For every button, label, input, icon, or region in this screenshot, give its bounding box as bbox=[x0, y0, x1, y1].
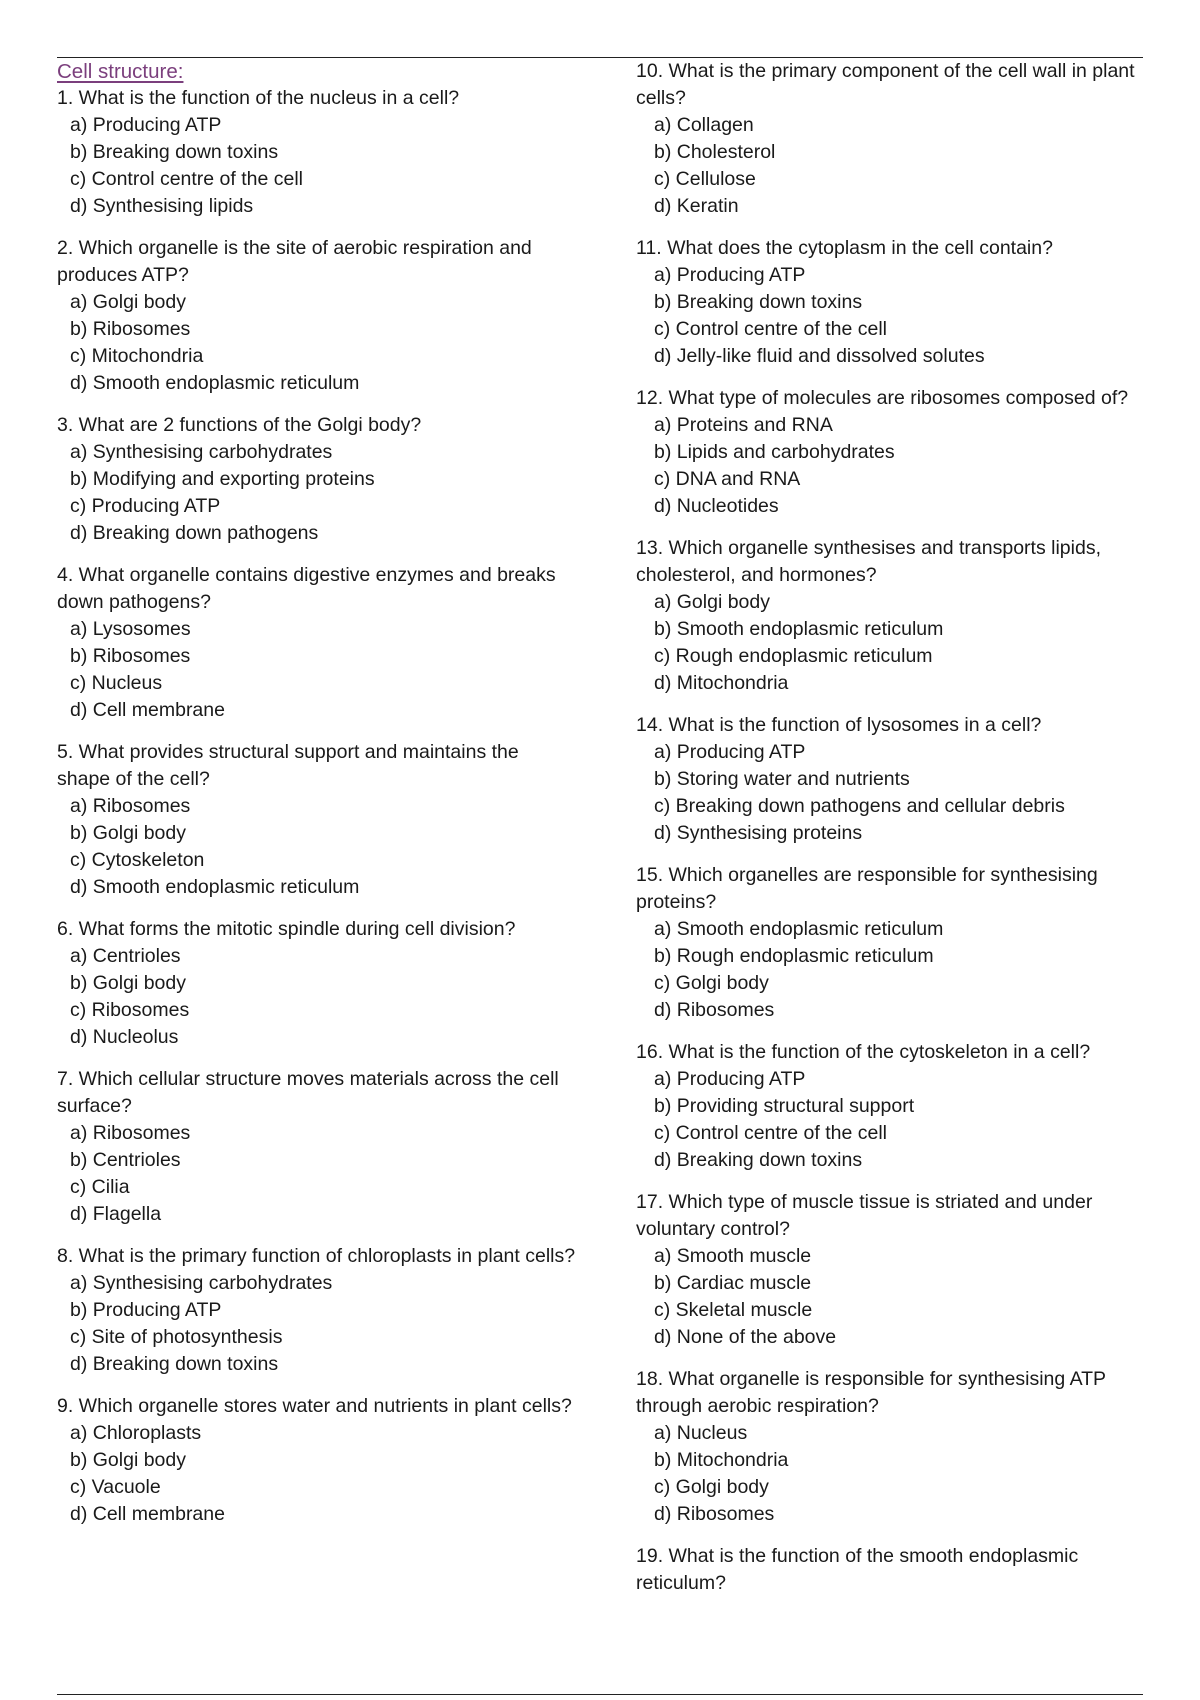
answer-option: c) Control centre of the cell bbox=[654, 318, 888, 340]
question-block bbox=[57, 1393, 577, 1528]
question-text: 18. What organelle is responsible for synthesising ATP through aerobic respiration? bbox=[636, 1368, 1106, 1417]
answer-options bbox=[57, 1120, 577, 1228]
answer-options bbox=[57, 1270, 577, 1378]
answer-options bbox=[57, 112, 577, 220]
answer-option: b) Cardiac muscle bbox=[654, 1272, 812, 1294]
answer-option: a) Golgi body bbox=[70, 291, 186, 313]
answer-option: c) Ribosomes bbox=[70, 999, 190, 1021]
question-text: 8. What is the primary function of chloroplasts in plant cells? bbox=[57, 1245, 576, 1267]
answer-option: a) Proteins and RNA bbox=[654, 414, 833, 436]
section-title: Cell structure: bbox=[57, 60, 184, 83]
question-spacer bbox=[57, 220, 577, 235]
right-column bbox=[636, 58, 1146, 1597]
answer-option: d) Breaking down toxins bbox=[70, 1353, 279, 1375]
left-question-list bbox=[57, 85, 577, 1528]
answer-option: d) Mitochondria bbox=[654, 672, 789, 694]
question-block bbox=[57, 562, 577, 724]
answer-options bbox=[636, 1066, 1146, 1174]
answer-option: c) Mitochondria bbox=[70, 345, 204, 367]
question-block bbox=[636, 712, 1146, 847]
answer-option: d) Smooth endoplasmic reticulum bbox=[70, 876, 360, 898]
question-spacer bbox=[636, 370, 1146, 385]
answer-option: a) Synthesising carbohydrates bbox=[70, 1272, 333, 1294]
question-block bbox=[636, 58, 1146, 220]
question-spacer bbox=[636, 1528, 1146, 1543]
answer-option: b) Modifying and exporting proteins bbox=[70, 468, 375, 490]
answer-option: d) Synthesising proteins bbox=[654, 822, 863, 844]
question-spacer bbox=[636, 220, 1146, 235]
answer-option: a) Ribosomes bbox=[70, 795, 191, 817]
answer-option: a) Producing ATP bbox=[70, 114, 222, 136]
answer-option: c) Cellulose bbox=[654, 168, 756, 190]
question-text: 19. What is the function of the smooth endoplasmic reticulum? bbox=[636, 1545, 1079, 1594]
question-text: 14. What is the function of lysosomes in a cell? bbox=[636, 714, 1042, 736]
answer-options bbox=[636, 1420, 1146, 1528]
question-block bbox=[57, 235, 577, 397]
answer-option: c) Cilia bbox=[70, 1176, 130, 1198]
answer-option: d) Jelly-like fluid and dissolved solutes bbox=[654, 345, 985, 367]
answer-option: c) Control centre of the cell bbox=[70, 168, 304, 190]
answer-option: c) DNA and RNA bbox=[654, 468, 801, 490]
question-spacer bbox=[57, 724, 577, 739]
question-spacer bbox=[636, 1024, 1146, 1039]
question-spacer bbox=[636, 1351, 1146, 1366]
answer-option: b) Golgi body bbox=[70, 822, 186, 844]
answer-option: b) Cholesterol bbox=[654, 141, 776, 163]
question-block bbox=[636, 235, 1146, 370]
answer-option: b) Producing ATP bbox=[70, 1299, 222, 1321]
answer-option: b) Smooth endoplasmic reticulum bbox=[654, 618, 944, 640]
answer-option: c) Control centre of the cell bbox=[654, 1122, 888, 1144]
answer-option: d) Nucleolus bbox=[70, 1026, 179, 1048]
answer-option: c) Vacuole bbox=[70, 1476, 161, 1498]
question-block bbox=[636, 862, 1146, 1024]
answer-option: d) Synthesising lipids bbox=[70, 195, 254, 217]
answer-option: a) Lysosomes bbox=[70, 618, 191, 640]
question-block bbox=[636, 1189, 1146, 1351]
question-spacer bbox=[57, 1051, 577, 1066]
answer-option: a) Centrioles bbox=[70, 945, 181, 967]
answer-option: b) Storing water and nutrients bbox=[654, 768, 910, 790]
answer-options bbox=[57, 616, 577, 724]
question-spacer bbox=[57, 397, 577, 412]
answer-options bbox=[57, 289, 577, 397]
question-text: 7. Which cellular structure moves materials across the cell surface? bbox=[57, 1068, 559, 1117]
answer-option: a) Producing ATP bbox=[654, 1068, 806, 1090]
answer-option: d) Ribosomes bbox=[654, 1503, 775, 1525]
answer-option: b) Breaking down toxins bbox=[70, 141, 279, 163]
question-block bbox=[57, 1066, 577, 1228]
answer-option: a) Ribosomes bbox=[70, 1122, 191, 1144]
answer-options bbox=[636, 412, 1146, 520]
answer-option: b) Golgi body bbox=[70, 1449, 186, 1471]
question-text: 3. What are 2 functions of the Golgi body? bbox=[57, 414, 422, 436]
question-block bbox=[57, 739, 577, 901]
question-block bbox=[57, 85, 577, 220]
question-spacer bbox=[636, 697, 1146, 712]
answer-option: b) Lipids and carbohydrates bbox=[654, 441, 895, 463]
question-text: 2. Which organelle is the site of aerobic respiration and produces ATP? bbox=[57, 237, 532, 286]
answer-option: c) Site of photosynthesis bbox=[70, 1326, 283, 1348]
question-text: 5. What provides structural support and maintains the shape of the cell? bbox=[57, 741, 519, 790]
question-text: 15. Which organelles are responsible for synthesising proteins? bbox=[636, 864, 1098, 913]
answer-option: a) Golgi body bbox=[654, 591, 770, 613]
answer-options bbox=[57, 1420, 577, 1528]
answer-option: b) Golgi body bbox=[70, 972, 186, 994]
answer-option: d) Keratin bbox=[654, 195, 739, 217]
question-spacer bbox=[636, 1174, 1146, 1189]
answer-options bbox=[57, 793, 577, 901]
question-text: 4. What organelle contains digestive enzymes and breaks down pathogens? bbox=[57, 564, 556, 613]
answer-option: b) Centrioles bbox=[70, 1149, 181, 1171]
question-text: 17. Which type of muscle tissue is striated and under voluntary control? bbox=[636, 1191, 1093, 1240]
question-text: 10. What is the primary component of the cell wall in plant cells? bbox=[636, 60, 1135, 109]
question-spacer bbox=[57, 1378, 577, 1393]
bottom-divider bbox=[57, 1694, 1143, 1695]
answer-option: c) Golgi body bbox=[654, 972, 769, 994]
answer-option: a) Chloroplasts bbox=[70, 1422, 202, 1444]
answer-option: c) Golgi body bbox=[654, 1476, 769, 1498]
question-block bbox=[57, 1243, 577, 1378]
left-column bbox=[57, 58, 577, 1528]
question-block bbox=[57, 412, 577, 547]
answer-option: d) Flagella bbox=[70, 1203, 162, 1225]
answer-option: d) Breaking down toxins bbox=[654, 1149, 863, 1171]
answer-options bbox=[636, 589, 1146, 697]
answer-option: c) Rough endoplasmic reticulum bbox=[654, 645, 933, 667]
question-text: 1. What is the function of the nucleus in a cell? bbox=[57, 87, 460, 109]
answer-options bbox=[636, 739, 1146, 847]
answer-option: d) Cell membrane bbox=[70, 699, 225, 721]
answer-option: a) Nucleus bbox=[654, 1422, 748, 1444]
question-block bbox=[636, 1039, 1146, 1174]
answer-option: a) Collagen bbox=[654, 114, 754, 136]
question-block bbox=[636, 1366, 1146, 1528]
question-text: 12. What type of molecules are ribosomes composed of? bbox=[636, 387, 1129, 409]
answer-option: c) Cytoskeleton bbox=[70, 849, 205, 871]
answer-option: b) Rough endoplasmic reticulum bbox=[654, 945, 934, 967]
answer-option: b) Breaking down toxins bbox=[654, 291, 863, 313]
right-question-list bbox=[636, 58, 1146, 1597]
question-text: 11. What does the cytoplasm in the cell contain? bbox=[636, 237, 1053, 259]
answer-options bbox=[57, 439, 577, 547]
question-spacer bbox=[57, 547, 577, 562]
answer-option: d) Nucleotides bbox=[654, 495, 779, 517]
answer-option: a) Producing ATP bbox=[654, 264, 806, 286]
question-block bbox=[636, 385, 1146, 520]
answer-options bbox=[636, 916, 1146, 1024]
question-text: 13. Which organelle synthesises and transports lipids, cholesterol, and hormones? bbox=[636, 537, 1101, 586]
answer-option: d) Smooth endoplasmic reticulum bbox=[70, 372, 360, 394]
question-block bbox=[636, 535, 1146, 697]
question-spacer bbox=[636, 847, 1146, 862]
answer-option: a) Smooth endoplasmic reticulum bbox=[654, 918, 944, 940]
answer-option: c) Skeletal muscle bbox=[654, 1299, 813, 1321]
question-text: 6. What forms the mitotic spindle during cell division? bbox=[57, 918, 516, 940]
question-block bbox=[636, 1543, 1146, 1597]
answer-option: a) Producing ATP bbox=[654, 741, 806, 763]
answer-options bbox=[636, 1243, 1146, 1351]
answer-option: b) Mitochondria bbox=[654, 1449, 789, 1471]
answer-option: c) Nucleus bbox=[70, 672, 163, 694]
answer-options bbox=[636, 262, 1146, 370]
question-spacer bbox=[636, 520, 1146, 535]
answer-option: d) Cell membrane bbox=[70, 1503, 225, 1525]
answer-option: a) Synthesising carbohydrates bbox=[70, 441, 333, 463]
question-text: 9. Which organelle stores water and nutrients in plant cells? bbox=[57, 1395, 572, 1417]
answer-option: c) Producing ATP bbox=[70, 495, 221, 517]
answer-option: c) Breaking down pathogens and cellular debris bbox=[654, 795, 1065, 817]
answer-option: b) Ribosomes bbox=[70, 318, 191, 340]
answer-options bbox=[636, 112, 1146, 220]
answer-option: b) Providing structural support bbox=[654, 1095, 915, 1117]
answer-option: d) Ribosomes bbox=[654, 999, 775, 1021]
question-spacer bbox=[57, 1228, 577, 1243]
answer-option: d) None of the above bbox=[654, 1326, 837, 1348]
answer-option: d) Breaking down pathogens bbox=[70, 522, 319, 544]
answer-options bbox=[57, 943, 577, 1051]
question-spacer bbox=[57, 901, 577, 916]
question-block bbox=[57, 916, 577, 1051]
question-text: 16. What is the function of the cytoskeleton in a cell? bbox=[636, 1041, 1091, 1063]
answer-option: a) Smooth muscle bbox=[654, 1245, 812, 1267]
answer-option: b) Ribosomes bbox=[70, 645, 191, 667]
